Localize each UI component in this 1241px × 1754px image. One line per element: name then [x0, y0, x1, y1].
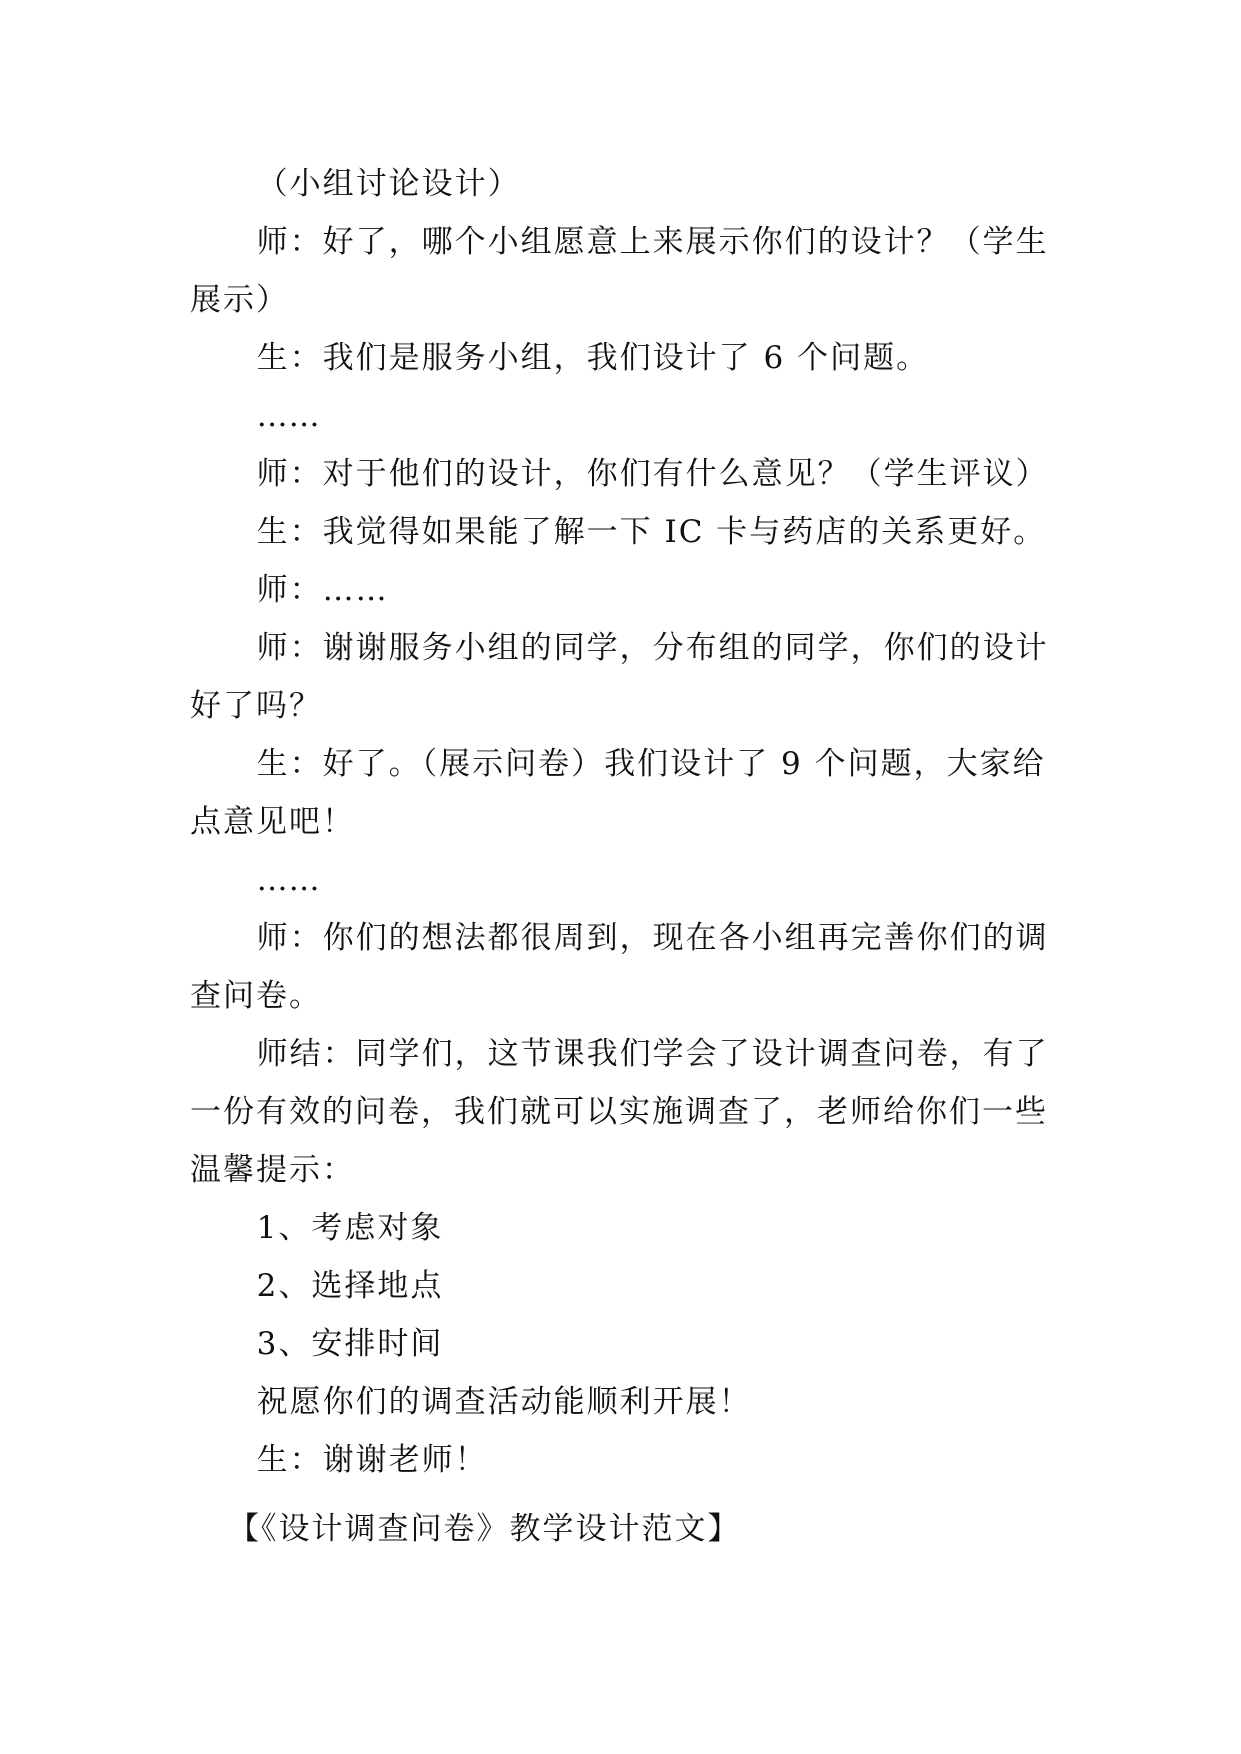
paragraph-teacher-improve: 师：你们的想法都很周到，现在各小组再完善你们的调查问卷。 [190, 920, 1049, 1014]
paragraph-student-nine-questions: 生：好了。（展示问卷）我们设计了 9 个问题，大家给点意见吧！ [190, 746, 1046, 840]
paragraph-teacher-opinion: 师：对于他们的设计，你们有什么意见？（学生评议） [256, 456, 1049, 492]
paragraph-student-service-group: 生：我们是服务小组，我们设计了 6 个问题。 [256, 340, 930, 376]
paragraph-teacher-ellipsis: 师：…… [256, 572, 389, 608]
paragraph-student-ic-card: 生：我觉得如果能了解一下 IC 卡与药店的关系更好。 [256, 514, 1047, 550]
tip-item-1: 1、考虑对象 [256, 1210, 444, 1246]
paragraph-teacher-summary: 师结：同学们，这节课我们学会了设计调查问卷，有了一份有效的问卷，我们就可以实施调查了，老师给你们一些温馨提示： [190, 1036, 1049, 1188]
document-body [190, 155, 1050, 1489]
paragraph-teacher-invite: 师：好了，哪个小组愿意上来展示你们的设计？（学生展示） [190, 224, 1049, 318]
ellipsis-line: …… [256, 862, 321, 898]
tip-item-2: 2、选择地点 [256, 1268, 444, 1304]
tip-item-3: 3、安排时间 [256, 1326, 444, 1362]
ellipsis-line: …… [256, 398, 321, 434]
paragraph-teacher-thanks: 师：谢谢服务小组的同学，分布组的同学，你们的设计好了吗？ [190, 630, 1049, 724]
paragraph-group-discussion: （小组讨论设计） [256, 166, 521, 202]
paragraph-student-thanks: 生：谢谢老师！ [256, 1442, 488, 1478]
footer-title: 【《设计调查问卷》教学设计范文】 [228, 1511, 741, 1547]
paragraph-wish: 祝愿你们的调查活动能顺利开展！ [256, 1384, 752, 1420]
